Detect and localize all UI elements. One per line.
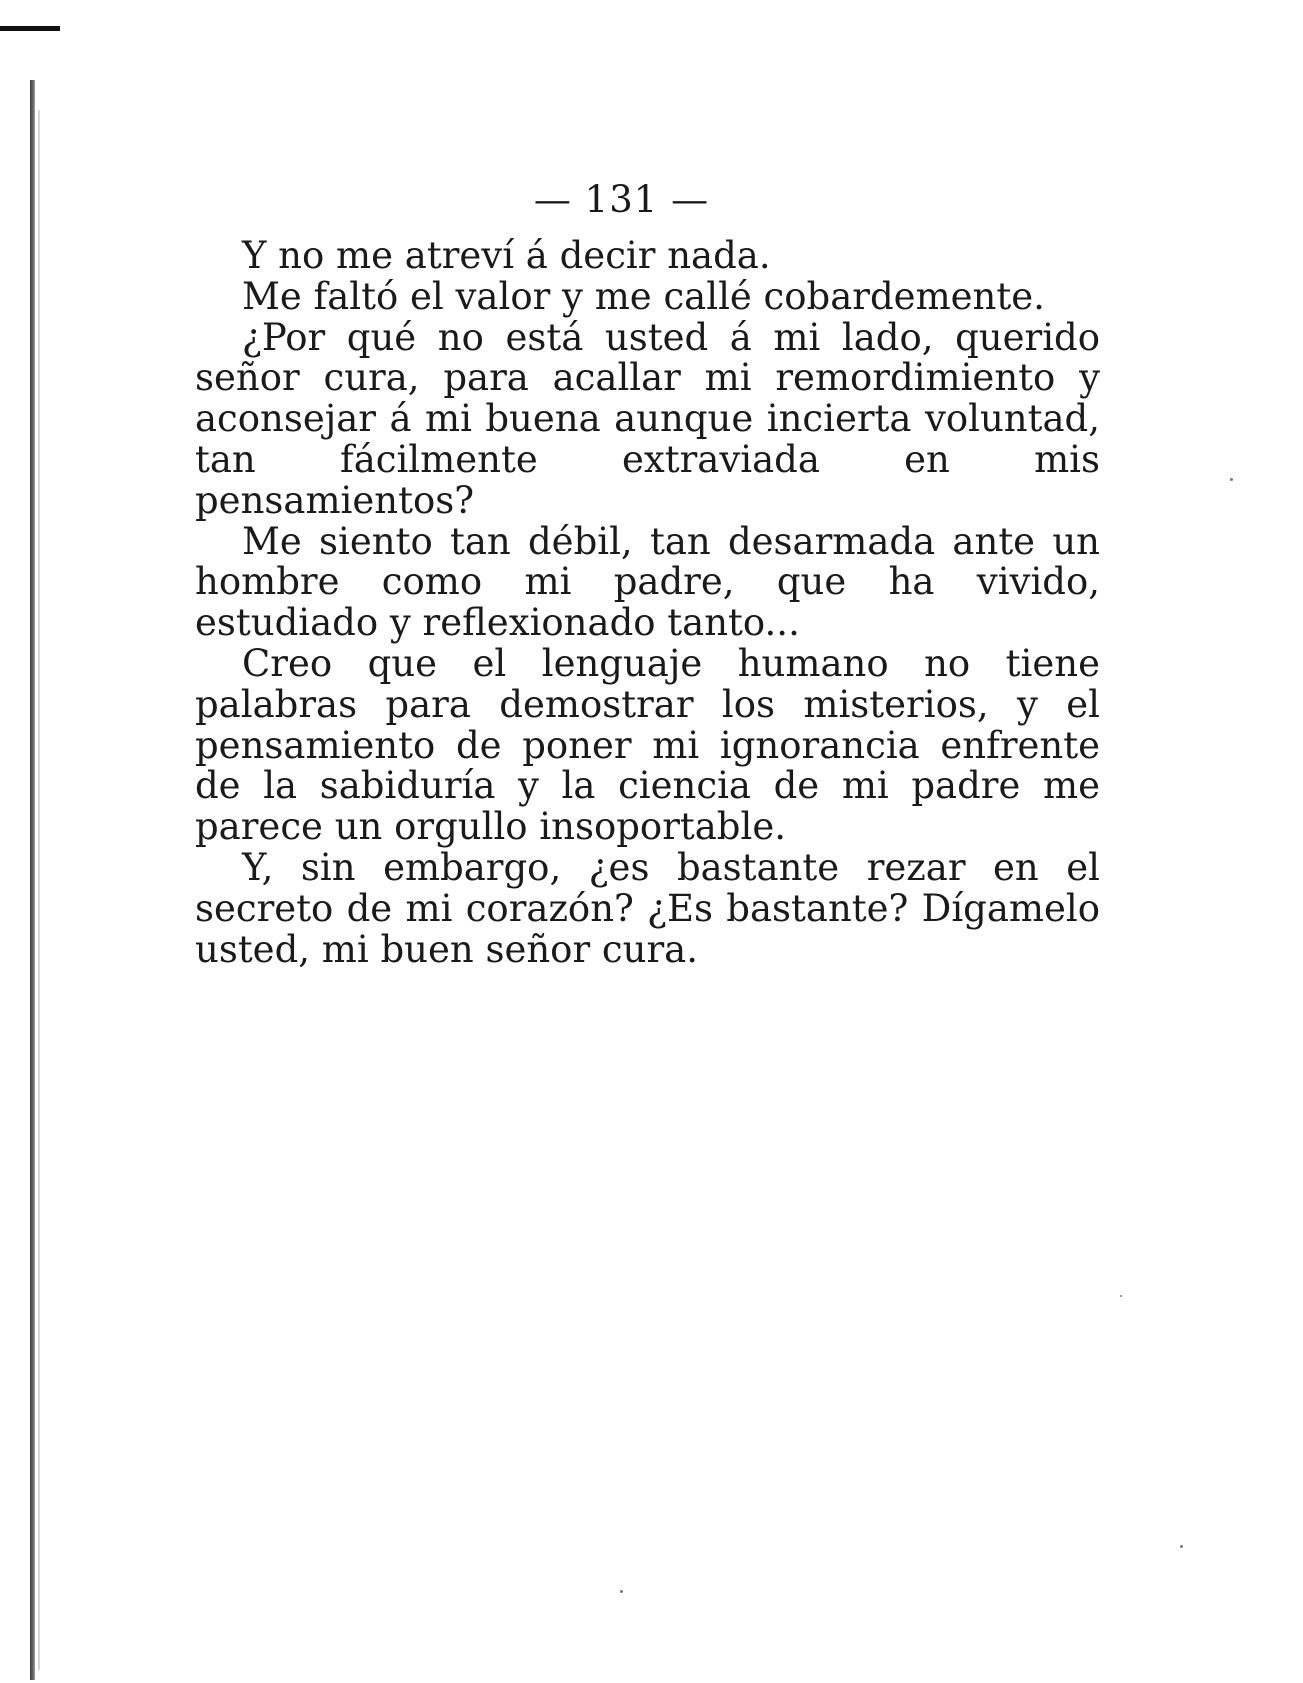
paragraph: Me faltó el valor y me callé cobardemente. <box>242 274 1045 318</box>
page-number: — 131 — <box>533 178 710 221</box>
paragraph: Y no me atreví á decir nada. <box>242 234 771 277</box>
scan-speck <box>1180 1545 1183 1548</box>
paragraph: Me siento tan débil, tan desarmada ante un hombre como mi padre, que ha vivido, estudiado y reflexionado tanto... <box>195 519 1100 645</box>
scan-speck <box>1230 478 1233 481</box>
page-binding-shadow <box>38 110 40 1670</box>
scan-corner-mark <box>0 26 60 31</box>
paragraph: ¿Por qué no está usted á mi lado, querido señor cura, para acallar mi remordimiento y aconsejar á mi buena aunque incierta voluntad, tan fácilmente extraviada en mis pensamientos? <box>195 315 1100 522</box>
body-text <box>195 236 1100 970</box>
page-binding-edge <box>30 80 35 1680</box>
scan-speck <box>620 1590 623 1593</box>
paragraph: Y, sin embargo, ¿es bastante rezar en el secreto de mi corazón? ¿Es bastante? Dígamelo usted, mi buen señor cura. <box>195 845 1100 971</box>
paragraph: Creo que el lenguaje humano no tiene palabras para demostrar los misterios, y el pensamiento de poner mi ignorancia enfrente de la sabiduría y la ciencia de mi padre me parece un orgullo insoportable. <box>195 641 1100 849</box>
scan-speck <box>1120 1295 1122 1297</box>
